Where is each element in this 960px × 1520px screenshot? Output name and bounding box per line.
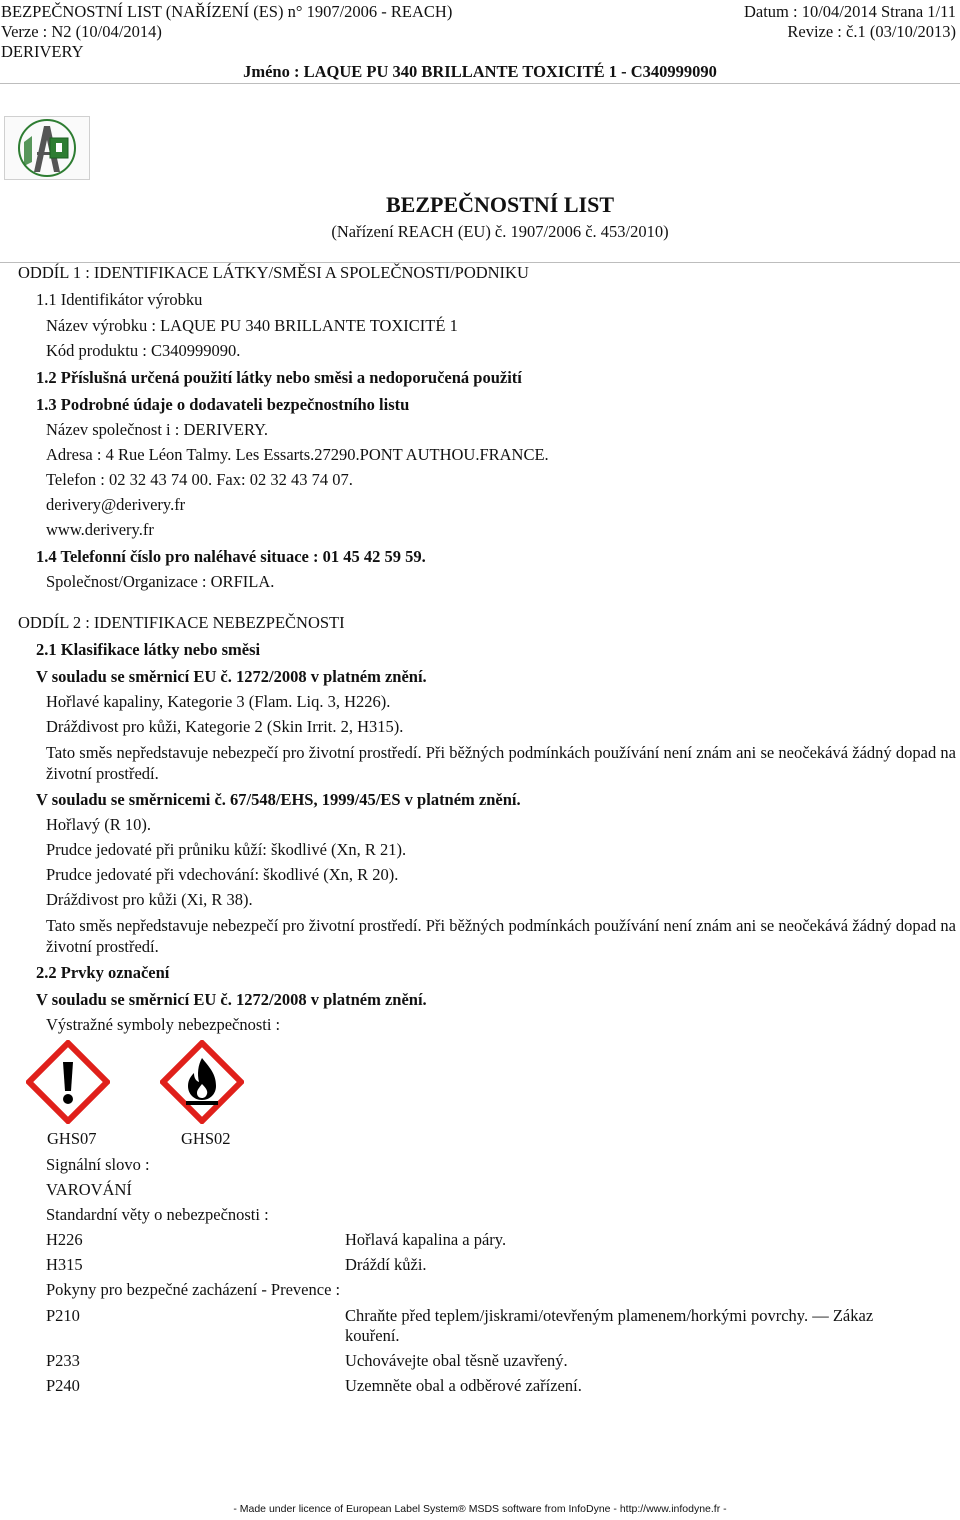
environment-statement-2: Tato směs nepředstavuje nebezpečí pro životní prostředí. Při běžných podmínkách používání není znám ani se neočekává žádný dopad na životní prostředí. bbox=[46, 916, 956, 956]
hazard-code-h315: H315 bbox=[46, 1255, 83, 1274]
product-name: Název výrobku : LAQUE PU 340 BRILLANTE TOXICITÉ 1 bbox=[46, 316, 458, 335]
exclamation-mark-icon bbox=[26, 1040, 110, 1124]
header-company: DERIVERY bbox=[1, 42, 84, 61]
company-logo bbox=[4, 116, 90, 180]
clp-regulation-heading-2: V souladu se směrnicí EU č. 1272/2008 v platném znění. bbox=[36, 990, 427, 1009]
section-1-1-heading: 1.1 Identifikátor výrobku bbox=[36, 290, 203, 309]
section-2-1-heading: 2.1 Klasifikace látky nebo směsi bbox=[36, 640, 261, 659]
dsd-classification-4: Dráždivost pro kůži (Xi, R 38). bbox=[46, 890, 253, 909]
product-code: Kód produktu : C340999090. bbox=[46, 341, 241, 360]
header-divider bbox=[0, 83, 960, 84]
document-subtitle: (Nařízení REACH (EU) č. 1907/2006 č. 453/2010) bbox=[331, 222, 669, 241]
supplier-website: www.derivery.fr bbox=[46, 520, 154, 539]
section-2-2-heading: 2.2 Prvky označení bbox=[36, 963, 170, 982]
header-date-page: Datum : 10/04/2014 Strana 1/11 bbox=[743, 2, 956, 21]
section-1-heading: ODDÍL 1 : IDENTIFIKACE LÁTKY/SMĚSI A SPOLEČNOSTI/PODNIKU bbox=[18, 263, 529, 282]
environment-statement: Tato směs nepředstavuje nebezpečí pro životní prostředí. Při běžných podmínkách používání není znám ani se neočekává žádný dopad na životní prostředí. bbox=[46, 743, 956, 783]
dsd-classification-3: Prudce jedovaté při vdechování: škodlivé (Xn, R 20). bbox=[46, 865, 399, 884]
section-1-2-heading: 1.2 Příslušná určená použití látky nebo směsi a nedoporučená použití bbox=[36, 368, 522, 387]
document-title: BEZPEČNOSTNÍ LIST bbox=[385, 192, 615, 217]
prevention-label: Pokyny pro bezpečné zacházení - Prevence : bbox=[46, 1280, 341, 1299]
header-version: Verze : N2 (10/04/2014) bbox=[1, 22, 162, 41]
dsd-classification-2: Prudce jedovaté při průniku kůží: škodlivé (Xn, R 21). bbox=[46, 840, 407, 859]
section-1-3-heading: 1.3 Podrobné údaje o dodavateli bezpečnostního listu bbox=[36, 395, 410, 414]
supplier-email: derivery@derivery.fr bbox=[46, 495, 186, 514]
hazard-text-h226: Hořlavá kapalina a páry. bbox=[345, 1230, 507, 1249]
precaution-code-p233: P233 bbox=[46, 1351, 80, 1370]
dsd-regulation-heading: V souladu se směrnicemi č. 67/548/EHS, 1999/45/ES v platném znění. bbox=[36, 790, 521, 809]
supplier-address: Adresa : 4 Rue Léon Talmy. Les Essarts.27290.PONT AUTHOU.FRANCE. bbox=[46, 445, 549, 464]
header-product-name: Jméno : LAQUE PU 340 BRILLANTE TOXICITÉ 1 - C340999090 bbox=[243, 62, 717, 81]
page-footer: - Made under licence of European Label System® MSDS software from InfoDyne - http://www.infodyne.fr - bbox=[233, 1503, 727, 1515]
dsd-classification-1: Hořlavý (R 10). bbox=[46, 815, 151, 834]
clp-regulation-heading: V souladu se směrnicí EU č. 1272/2008 v platném znění. bbox=[36, 667, 427, 686]
precaution-code-p240: P240 bbox=[46, 1376, 80, 1395]
supplier-phone-fax: Telefon : 02 32 43 74 00. Fax: 02 32 43 74 07. bbox=[46, 470, 353, 489]
flame-icon bbox=[160, 1040, 244, 1124]
section-1-4-heading: 1.4 Telefonní číslo pro naléhavé situace : 01 45 42 59 59. bbox=[36, 547, 426, 566]
hazard-statements-label: Standardní věty o nebezpečnosti : bbox=[46, 1205, 269, 1224]
emergency-organization: Společnost/Organizace : ORFILA. bbox=[46, 572, 275, 591]
pictogram-code-ghs02: GHS02 bbox=[181, 1129, 231, 1148]
hazard-text-h315: Dráždí kůži. bbox=[345, 1255, 427, 1274]
clp-classification-2: Dráždivost pro kůži, Kategorie 2 (Skin Irrit. 2, H315). bbox=[46, 717, 404, 736]
precaution-code-p210: P210 bbox=[46, 1306, 80, 1325]
pictogram-code-ghs07: GHS07 bbox=[47, 1129, 97, 1148]
hazard-code-h226: H226 bbox=[46, 1230, 83, 1249]
signal-word-label: Signální slovo : bbox=[46, 1155, 150, 1174]
precaution-text-p210: Chraňte před teplem/jiskrami/otevřeným plamenem/horkými povrchy. — Zákaz bbox=[345, 1306, 874, 1325]
header-revision: Revize : č.1 (03/10/2013) bbox=[787, 22, 956, 41]
signal-word: VAROVÁNÍ bbox=[46, 1180, 132, 1199]
precaution-text-p240: Uzemněte obal a odběrové zařízení. bbox=[345, 1376, 582, 1395]
clp-classification-1: Hořlavé kapaliny, Kategorie 3 (Flam. Liq. 3, H226). bbox=[46, 692, 391, 711]
section-2-heading: ODDÍL 2 : IDENTIFIKACE NEBEZPEČNOSTI bbox=[18, 613, 345, 632]
supplier-company: Název společnost i : DERIVERY. bbox=[46, 420, 268, 439]
header-document-type: BEZPEČNOSTNÍ LIST (NAŘÍZENÍ (ES) n° 1907/2006 - REACH) bbox=[1, 2, 453, 21]
precaution-text-p210-cont: kouření. bbox=[345, 1326, 400, 1345]
hazard-symbols-label: Výstražné symboly nebezpečnosti : bbox=[46, 1015, 281, 1034]
precaution-text-p233: Uchovávejte obal těsně uzavřený. bbox=[345, 1351, 568, 1370]
